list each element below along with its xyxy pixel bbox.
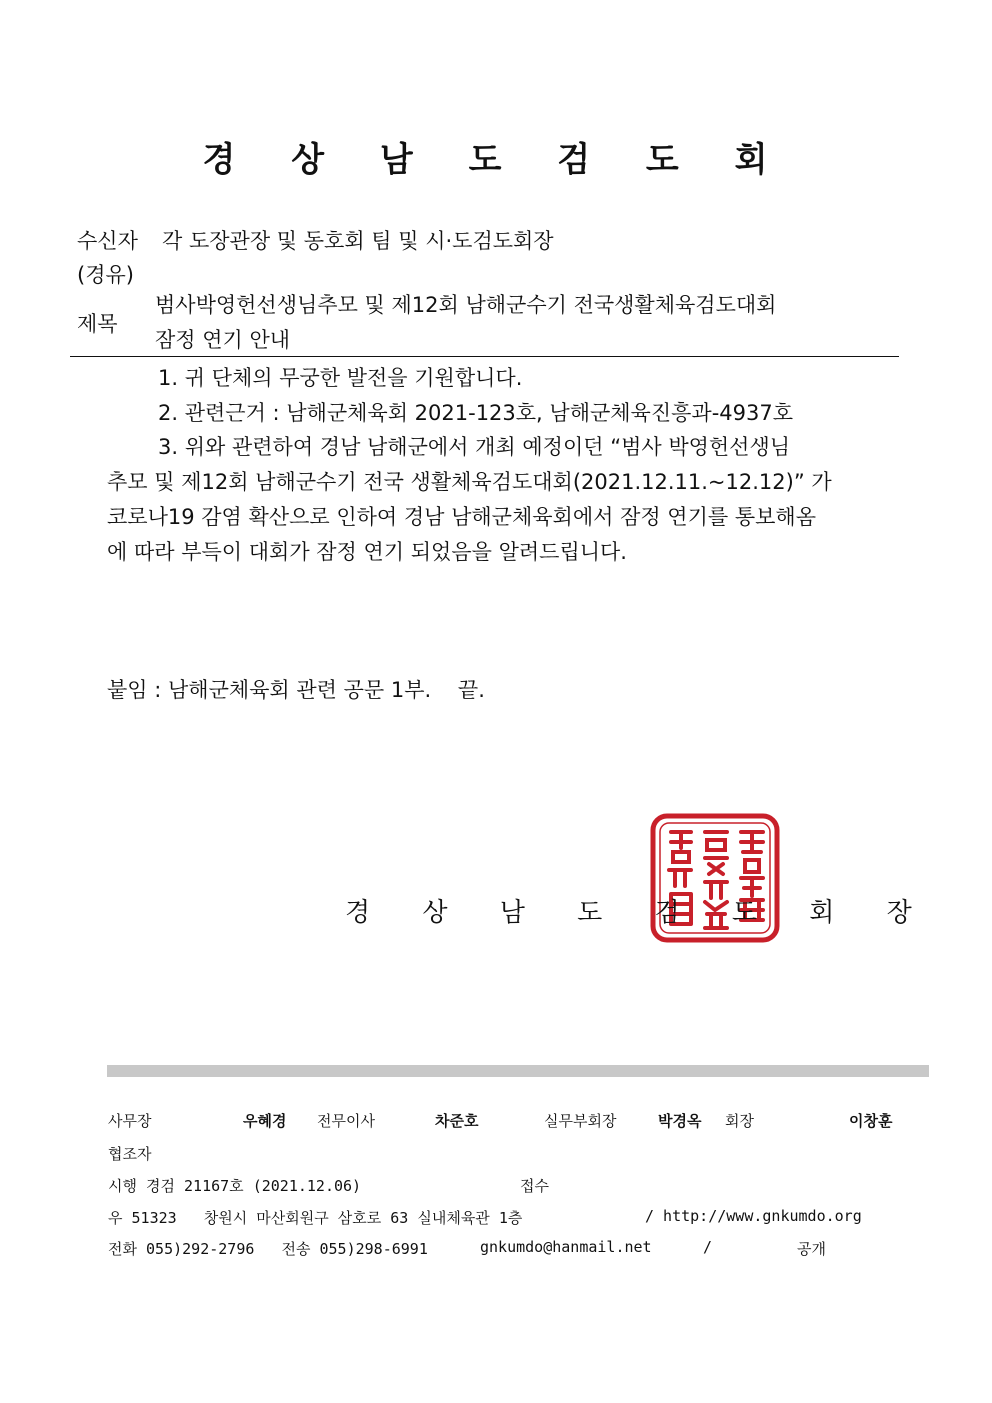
director-label: 전무이사 — [317, 1112, 375, 1130]
subject-line-1: 범사박영헌선생님추모 및 제12회 남해군수기 전국생활체육검도대회 — [155, 293, 777, 317]
vice-president-name: 박경옥 — [658, 1112, 702, 1130]
secretary-label: 사무장 — [108, 1112, 152, 1130]
attachment-line: 붙임 : 남해군체육회 관련 공문 1부. 끝. — [107, 678, 485, 702]
recipient-value: 각 도장관장 및 동호회 팀 및 시·도검도회장 — [162, 229, 554, 253]
recipient-label: 수신자 — [77, 229, 138, 253]
phone-fax: 전화 055)292-2796 전송 055)298-6991 — [108, 1240, 428, 1258]
body-item-2: 2. 관련근거 : 남해군체육회 2021-123호, 남해군체육진흥과-4937호 — [158, 401, 794, 425]
director-name: 차준호 — [435, 1112, 479, 1130]
subject-label: 제목 — [77, 312, 118, 336]
subject-line-2: 잠정 연기 안내 — [155, 328, 291, 352]
website-link[interactable]: / http://www.gnkumdo.org — [645, 1207, 862, 1225]
president-name: 이창훈 — [849, 1112, 893, 1130]
cooperator-label: 협조자 — [108, 1145, 152, 1163]
organization-title: 경 상 남 도 검 도 회 — [202, 140, 790, 180]
secretary-name: 우혜경 — [243, 1112, 287, 1130]
signature-title: 경 상 남 도 검 도 회 장 — [345, 898, 934, 928]
email-link[interactable]: gnkumdo@hanmail.net — [480, 1238, 652, 1256]
body-item-3-line-2: 추모 및 제12회 남해군수기 전국 생활체육검도대회(2021.12.11.~12.12)” 가 — [107, 470, 832, 494]
body-item-3-line-3: 코로나19 감염 확산으로 인하여 경남 남해군체육회에서 잠정 연기를 통보해옴 — [107, 505, 816, 529]
enforcement-number: 시행 경검 21167호 (2021.12.06) — [108, 1177, 362, 1195]
address: 우 51323 창원시 마산회원구 삼호로 63 실내체육관 1층 — [108, 1209, 523, 1227]
body-item-1: 1. 귀 단체의 무궁한 발전을 기원합니다. — [158, 366, 523, 390]
vice-president-label: 실무부회장 — [544, 1112, 617, 1130]
receipt-label: 접수 — [520, 1177, 549, 1195]
via-label: (경유) — [77, 263, 134, 287]
footer-bar — [107, 1065, 929, 1077]
header-divider — [70, 356, 899, 357]
disclosure-status: 공개 — [797, 1240, 826, 1258]
president-label: 회장 — [725, 1112, 754, 1130]
body-item-3-line-4: 에 따라 부득이 대회가 잠정 연기 되었음을 알려드립니다. — [107, 540, 627, 564]
body-item-3-line-1: 3. 위와 관련하여 경남 남해군에서 개최 예정이던 “범사 박영헌선생님 — [158, 435, 791, 459]
footer-separator: / — [703, 1238, 713, 1256]
